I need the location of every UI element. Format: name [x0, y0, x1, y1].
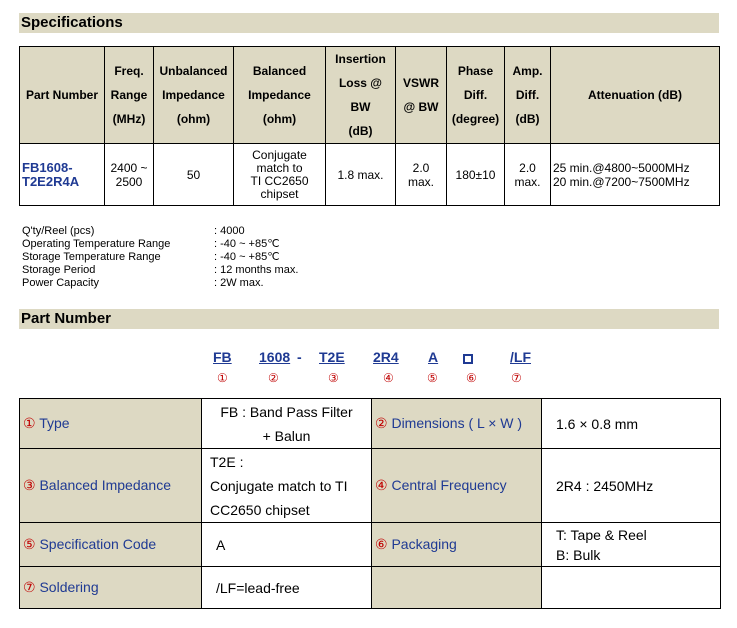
header-insertion-loss: Insertion Loss @ BW (dB) — [326, 47, 396, 144]
square-icon — [463, 354, 473, 364]
value-dimensions: 1.6 × 0.8 mm — [542, 399, 721, 449]
cell-balanced-impedance: Conjugate match to TI CC2650 chipset — [234, 144, 326, 206]
cell-freq-range: 2400 ~ 2500 — [105, 144, 154, 206]
label-dimensions: ② Dimensions ( L × W ) — [372, 399, 542, 449]
section-title: Specifications — [21, 14, 123, 31]
code-part-1608: 1608 — [259, 349, 291, 365]
label-specification-code: ⑤ Specification Code — [20, 523, 202, 567]
code-number-1: ① — [217, 371, 228, 385]
code-dash: - — [297, 349, 302, 365]
cell-amp-diff: 2.0 max. — [505, 144, 551, 206]
header-balanced-impedance: Balanced Impedance (ohm) — [234, 47, 326, 144]
header-part-number: Part Number — [20, 47, 105, 144]
value-specification-code: A — [202, 523, 372, 567]
section-title: Part Number — [21, 310, 112, 327]
cell-phase-diff: 180±10 — [447, 144, 505, 206]
table-row — [20, 523, 721, 567]
code-number-4: ④ — [383, 371, 394, 385]
header-attenuation: Attenuation (dB) — [551, 47, 720, 144]
value-central-frequency: 2R4 : 2450MHz — [542, 449, 721, 523]
code-number-2: ② — [268, 371, 279, 385]
header-amp-diff: Amp. Diff. (dB) — [505, 47, 551, 144]
cell-insertion-loss: 1.8 max. — [326, 144, 396, 206]
header-unbalanced-impedance: Unbalanced Impedance (ohm) — [154, 47, 234, 144]
label-packaging: ⑥ Packaging — [372, 523, 542, 567]
header-freq-range: Freq. Range (MHz) — [105, 47, 154, 144]
table-row — [20, 144, 720, 206]
list-item: Power Capacity : 2W max. — [22, 277, 264, 289]
value-type: FB : Band Pass Filter + Balun — [202, 399, 372, 449]
header-phase-diff: Phase Diff. (degree) — [447, 47, 505, 144]
label-soldering: ⑦ Soldering — [20, 567, 202, 609]
empty-value-cell — [542, 567, 721, 609]
empty-label-cell — [372, 567, 542, 609]
code-part-2r4: 2R4 — [373, 349, 399, 365]
specifications-header — [19, 13, 719, 33]
table-row — [20, 399, 721, 449]
label-central-frequency: ④ Central Frequency — [372, 449, 542, 523]
cell-part-number: FB1608- T2E2R4A — [20, 144, 105, 206]
code-number-5: ⑤ — [427, 371, 438, 385]
list-item: Storage Temperature Range : -40 ~ +85℃ — [22, 251, 280, 263]
code-number-7: ⑦ — [511, 371, 522, 385]
cell-unbalanced-impedance: 50 — [154, 144, 234, 206]
list-item: Storage Period : 12 months max. — [22, 264, 299, 276]
specifications-table — [19, 46, 720, 206]
label-type: ① Type — [20, 399, 202, 449]
header-vswr: VSWR @ BW — [396, 47, 447, 144]
code-part-lf: /LF — [510, 349, 531, 365]
cell-vswr: 2.0 max. — [396, 144, 447, 206]
part-number-table — [19, 398, 721, 609]
code-part-fb: FB — [213, 349, 232, 365]
spec-info-list — [22, 225, 298, 290]
cell-attenuation: 25 min.@4800~5000MHz 20 min.@7200~7500MHz — [551, 144, 720, 206]
table-header-row — [20, 47, 720, 144]
value-soldering: /LF=lead-free — [202, 567, 372, 609]
table-row — [20, 567, 721, 609]
part-number-header — [19, 309, 719, 329]
code-part-box — [463, 351, 473, 367]
value-packaging: T: Tape & Reel B: Bulk — [542, 523, 721, 567]
list-item: Operating Temperature Range : -40 ~ +85℃ — [22, 238, 280, 250]
label-balanced-impedance: ③ Balanced Impedance — [20, 449, 202, 523]
list-item: Q'ty/Reel (pcs) : 4000 — [22, 225, 245, 237]
code-number-3: ③ — [328, 371, 339, 385]
code-part-a: A — [428, 349, 439, 365]
code-part-t2e: T2E — [319, 349, 345, 365]
code-number-6: ⑥ — [466, 371, 477, 385]
table-row — [20, 449, 721, 523]
value-balanced-impedance: T2E : Conjugate match to TI CC2650 chipset — [202, 449, 372, 523]
